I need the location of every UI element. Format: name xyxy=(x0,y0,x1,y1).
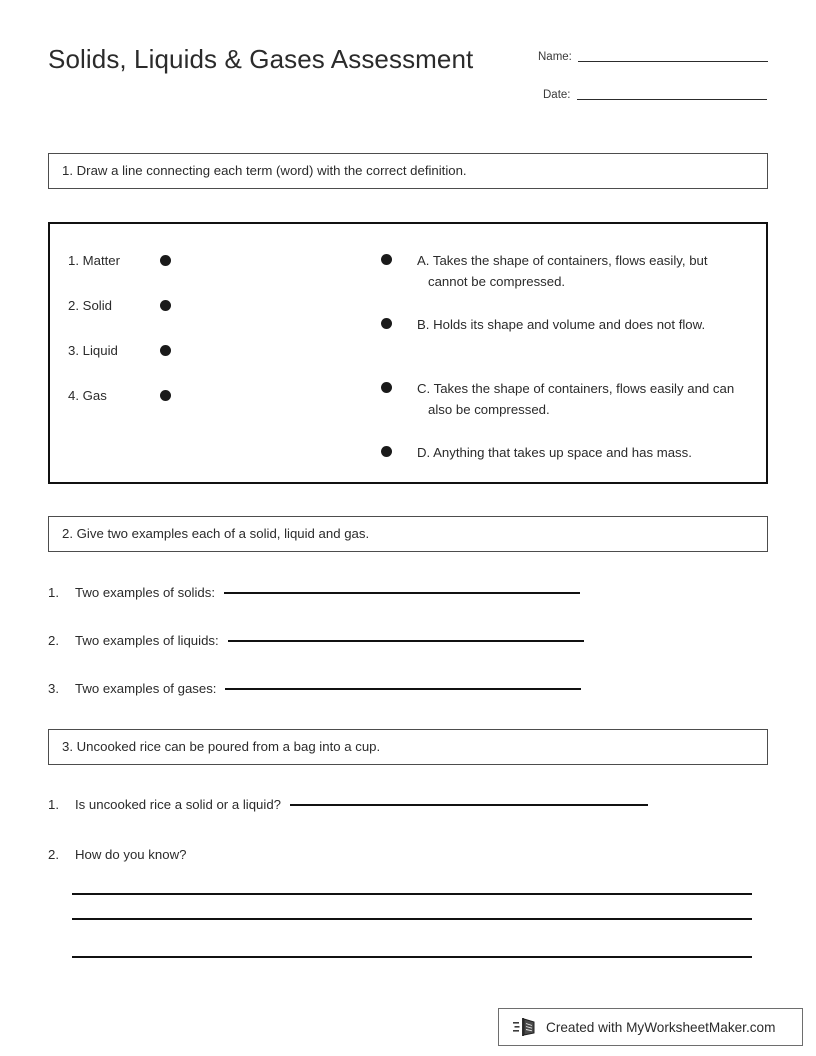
matching-term-label: 2. Solid xyxy=(68,297,112,313)
name-write-rule[interactable] xyxy=(578,61,768,62)
matching-term-dot-icon[interactable] xyxy=(160,255,171,266)
rice-answer-rule-classify[interactable] xyxy=(290,804,648,806)
rice-item-label: How do you know? xyxy=(75,847,187,862)
matching-definition-dot-icon[interactable] xyxy=(381,318,392,329)
matching-definition-dot-icon[interactable] xyxy=(381,446,392,457)
example-item-label: Two examples of solids: xyxy=(75,585,215,600)
matching-term-row[interactable] xyxy=(68,386,171,404)
example-item-label: Two examples of liquids: xyxy=(75,633,219,648)
question-2-prompt xyxy=(48,516,768,552)
example-answer-rule-solids[interactable] xyxy=(224,592,580,594)
footer-attribution-text: Created with MyWorksheetMaker.com xyxy=(546,1019,776,1035)
example-item-number: 2. xyxy=(48,633,59,648)
matching-definition-label: B. Holds its shape and volume and does not flow. xyxy=(417,317,706,332)
free-response-line[interactable] xyxy=(72,893,752,895)
matching-activity-box xyxy=(48,222,768,484)
matching-definition-label: C. Takes the shape of containers, flows easily and can also be compressed. xyxy=(417,381,735,417)
example-item-number: 3. xyxy=(48,681,59,696)
example-item-number: 1. xyxy=(48,585,59,600)
matching-term-row[interactable] xyxy=(68,296,171,314)
rice-item-number: 1. xyxy=(48,797,59,812)
matching-term-label: 3. Liquid xyxy=(68,342,118,358)
rice-item-explain xyxy=(48,847,186,865)
matching-term-dot-icon[interactable] xyxy=(160,300,171,311)
name-field[interactable] xyxy=(538,48,768,64)
date-field[interactable] xyxy=(543,86,767,102)
matching-term-row[interactable] xyxy=(68,341,171,359)
matching-definition-label: D. Anything that takes up space and has mass. xyxy=(417,445,692,460)
question-3-prompt-text: 3. Uncooked rice can be poured from a bag into a cup. xyxy=(62,739,381,754)
date-label: Date: xyxy=(543,89,571,101)
footer-attribution-badge[interactable] xyxy=(498,1008,803,1046)
matching-term-label: 1. Matter xyxy=(68,252,121,268)
matching-definition-row[interactable] xyxy=(381,251,748,292)
matching-term-dot-icon[interactable] xyxy=(160,390,171,401)
example-answer-rule-gases[interactable] xyxy=(225,688,581,690)
question-3-prompt xyxy=(48,729,768,765)
free-response-line[interactable] xyxy=(72,956,752,958)
example-item-label: Two examples of gases: xyxy=(75,681,217,696)
rice-item-number: 2. xyxy=(48,847,59,862)
name-label: Name: xyxy=(538,51,572,63)
page-title: Solids, Liquids & Gases Assessment xyxy=(48,44,474,74)
example-item-solids xyxy=(48,585,580,603)
matching-term-label: 4. Gas xyxy=(68,387,107,403)
example-item-liquids xyxy=(48,633,584,651)
matching-term-row[interactable] xyxy=(68,251,171,269)
rice-item-classify xyxy=(48,797,648,815)
date-write-rule[interactable] xyxy=(577,99,767,100)
matching-definition-row[interactable] xyxy=(381,315,748,336)
question-2-prompt-text: 2. Give two examples each of a solid, liquid and gas. xyxy=(62,526,370,541)
question-1-prompt-text: 1. Draw a line connecting each term (word) with the correct definition. xyxy=(62,163,467,178)
example-answer-rule-liquids[interactable] xyxy=(228,640,584,642)
example-item-gases xyxy=(48,681,581,699)
matching-term-dot-icon[interactable] xyxy=(160,345,171,356)
matching-definition-row[interactable] xyxy=(381,379,748,420)
matching-definition-dot-icon[interactable] xyxy=(381,254,392,265)
matching-definition-label: A. Takes the shape of containers, flows easily, but cannot be compressed. xyxy=(417,253,708,289)
worksheet-maker-logo-icon xyxy=(513,1016,539,1038)
free-response-line[interactable] xyxy=(72,918,752,920)
matching-definition-dot-icon[interactable] xyxy=(381,382,392,393)
matching-definition-row[interactable] xyxy=(381,443,748,464)
rice-item-label: Is uncooked rice a solid or a liquid? xyxy=(75,797,281,812)
question-1-prompt xyxy=(48,153,768,189)
